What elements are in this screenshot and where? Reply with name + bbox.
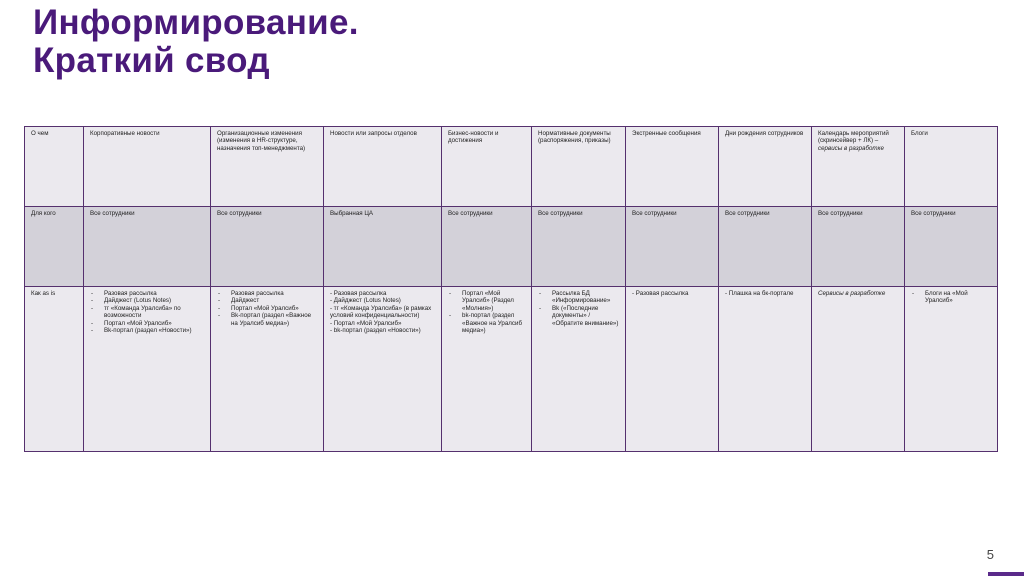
asis-cell-department-news: [324, 287, 442, 452]
header-cell-emergency: Экстренные сообщения: [626, 127, 719, 207]
audience-cell: Все сотрудники: [442, 207, 532, 287]
page-number: 5: [986, 547, 994, 562]
calendar-header-note: сервисы в разработке: [818, 144, 884, 152]
list-item: - тг «Команда Уралсиба» по возможности: [90, 305, 204, 320]
table-audience-row: [25, 207, 998, 287]
audience-cell: Все сотрудники: [719, 207, 812, 287]
audience-cell: Все сотрудники: [211, 207, 324, 287]
list-item: - тг «Команда Уралсиба» (в рамках условий конфиденциальности): [330, 304, 432, 320]
header-cell-business-news: Бизнес-новости и достижения: [442, 127, 532, 207]
summary-table: [24, 126, 998, 452]
slide-title: [33, 4, 359, 80]
audience-label: Для кого: [25, 207, 84, 287]
accent-bar: [988, 572, 1024, 576]
list-item: - bk-портал (раздел «Новости»): [330, 327, 421, 335]
header-cell-corporate-news: Корпоративные новости: [84, 127, 211, 207]
audience-cell: Все сотрудники: [812, 207, 905, 287]
list-item: - Bk («Последние документы» / «Обратите внимание»): [538, 305, 619, 327]
list-item: - Рассылка БД «Информирование»: [538, 290, 619, 305]
header-cell-about: О чем: [25, 127, 84, 207]
header-cell-org-changes: Организационные изменения (изменения в HR-структуре, назначения топ-менеджмента): [211, 127, 324, 207]
asis-cell-birthdays: - Плашка на бк-портале: [719, 287, 812, 452]
asis-cell-calendar: Сервисы в разработке: [812, 287, 905, 452]
list-item: - bk-портал (раздел «Важное на Уралсиб медиа»): [448, 312, 525, 334]
list-item: - Портал «Мой Уралсиб» (Раздел «Молния»): [448, 290, 525, 312]
asis-cell-blogs: [905, 287, 998, 452]
list-item: - Дайджест (Lotus Notes): [330, 297, 401, 305]
table-asis-row: [25, 287, 998, 452]
audience-cell: Все сотрудники: [905, 207, 998, 287]
list-item: - Портал «Мой Уралсиб»: [217, 305, 317, 312]
list-item: - Bk-портал (раздел «Новости»): [90, 327, 204, 334]
audience-cell: Выбранная ЦА: [324, 207, 442, 287]
header-cell-birthdays: Дни рождения сотрудников: [719, 127, 812, 207]
list-item: - Разовая рассылка: [90, 290, 204, 297]
header-cell-calendar: [812, 127, 905, 207]
list-item: - Дайджест: [217, 297, 317, 304]
table-header-row: [25, 127, 998, 207]
title-line-2: Краткий свод: [33, 41, 270, 80]
list-item: - Портал «Мой Уралсиб»: [90, 320, 204, 327]
header-cell-normative-docs: Нормативные документы (распоряжения, приказы): [532, 127, 626, 207]
asis-cell-business-news: [442, 287, 532, 452]
title-line-1: Информирование.: [33, 3, 359, 42]
list-item: - Дайджест (Lotus Notes): [90, 297, 204, 304]
header-cell-department-news: Новости или запросы отделов: [324, 127, 442, 207]
asis-label: Как as is: [25, 287, 84, 452]
audience-cell: Все сотрудники: [84, 207, 211, 287]
calendar-header-text: Календарь мероприятий (скринсейвер + ЛК) –: [818, 130, 889, 145]
list-item: - Портал «Мой Уралсиб»: [330, 319, 402, 327]
asis-cell-corporate-news: [84, 287, 211, 452]
asis-cell-emergency: - Разовая рассылка: [626, 287, 719, 452]
audience-cell: Все сотрудники: [532, 207, 626, 287]
header-cell-blogs: Блоги: [905, 127, 998, 207]
asis-cell-org-changes: [211, 287, 324, 452]
list-item: - Разовая рассылка: [217, 290, 317, 297]
list-item: - Блоги на «Мой Уралсиб»: [911, 290, 991, 305]
list-item: - Bk-портал (раздел «Важное на Уралсиб медиа»): [217, 312, 317, 327]
asis-cell-normative-docs: [532, 287, 626, 452]
list-item: - Разовая рассылка: [330, 290, 387, 297]
audience-cell: Все сотрудники: [626, 207, 719, 287]
